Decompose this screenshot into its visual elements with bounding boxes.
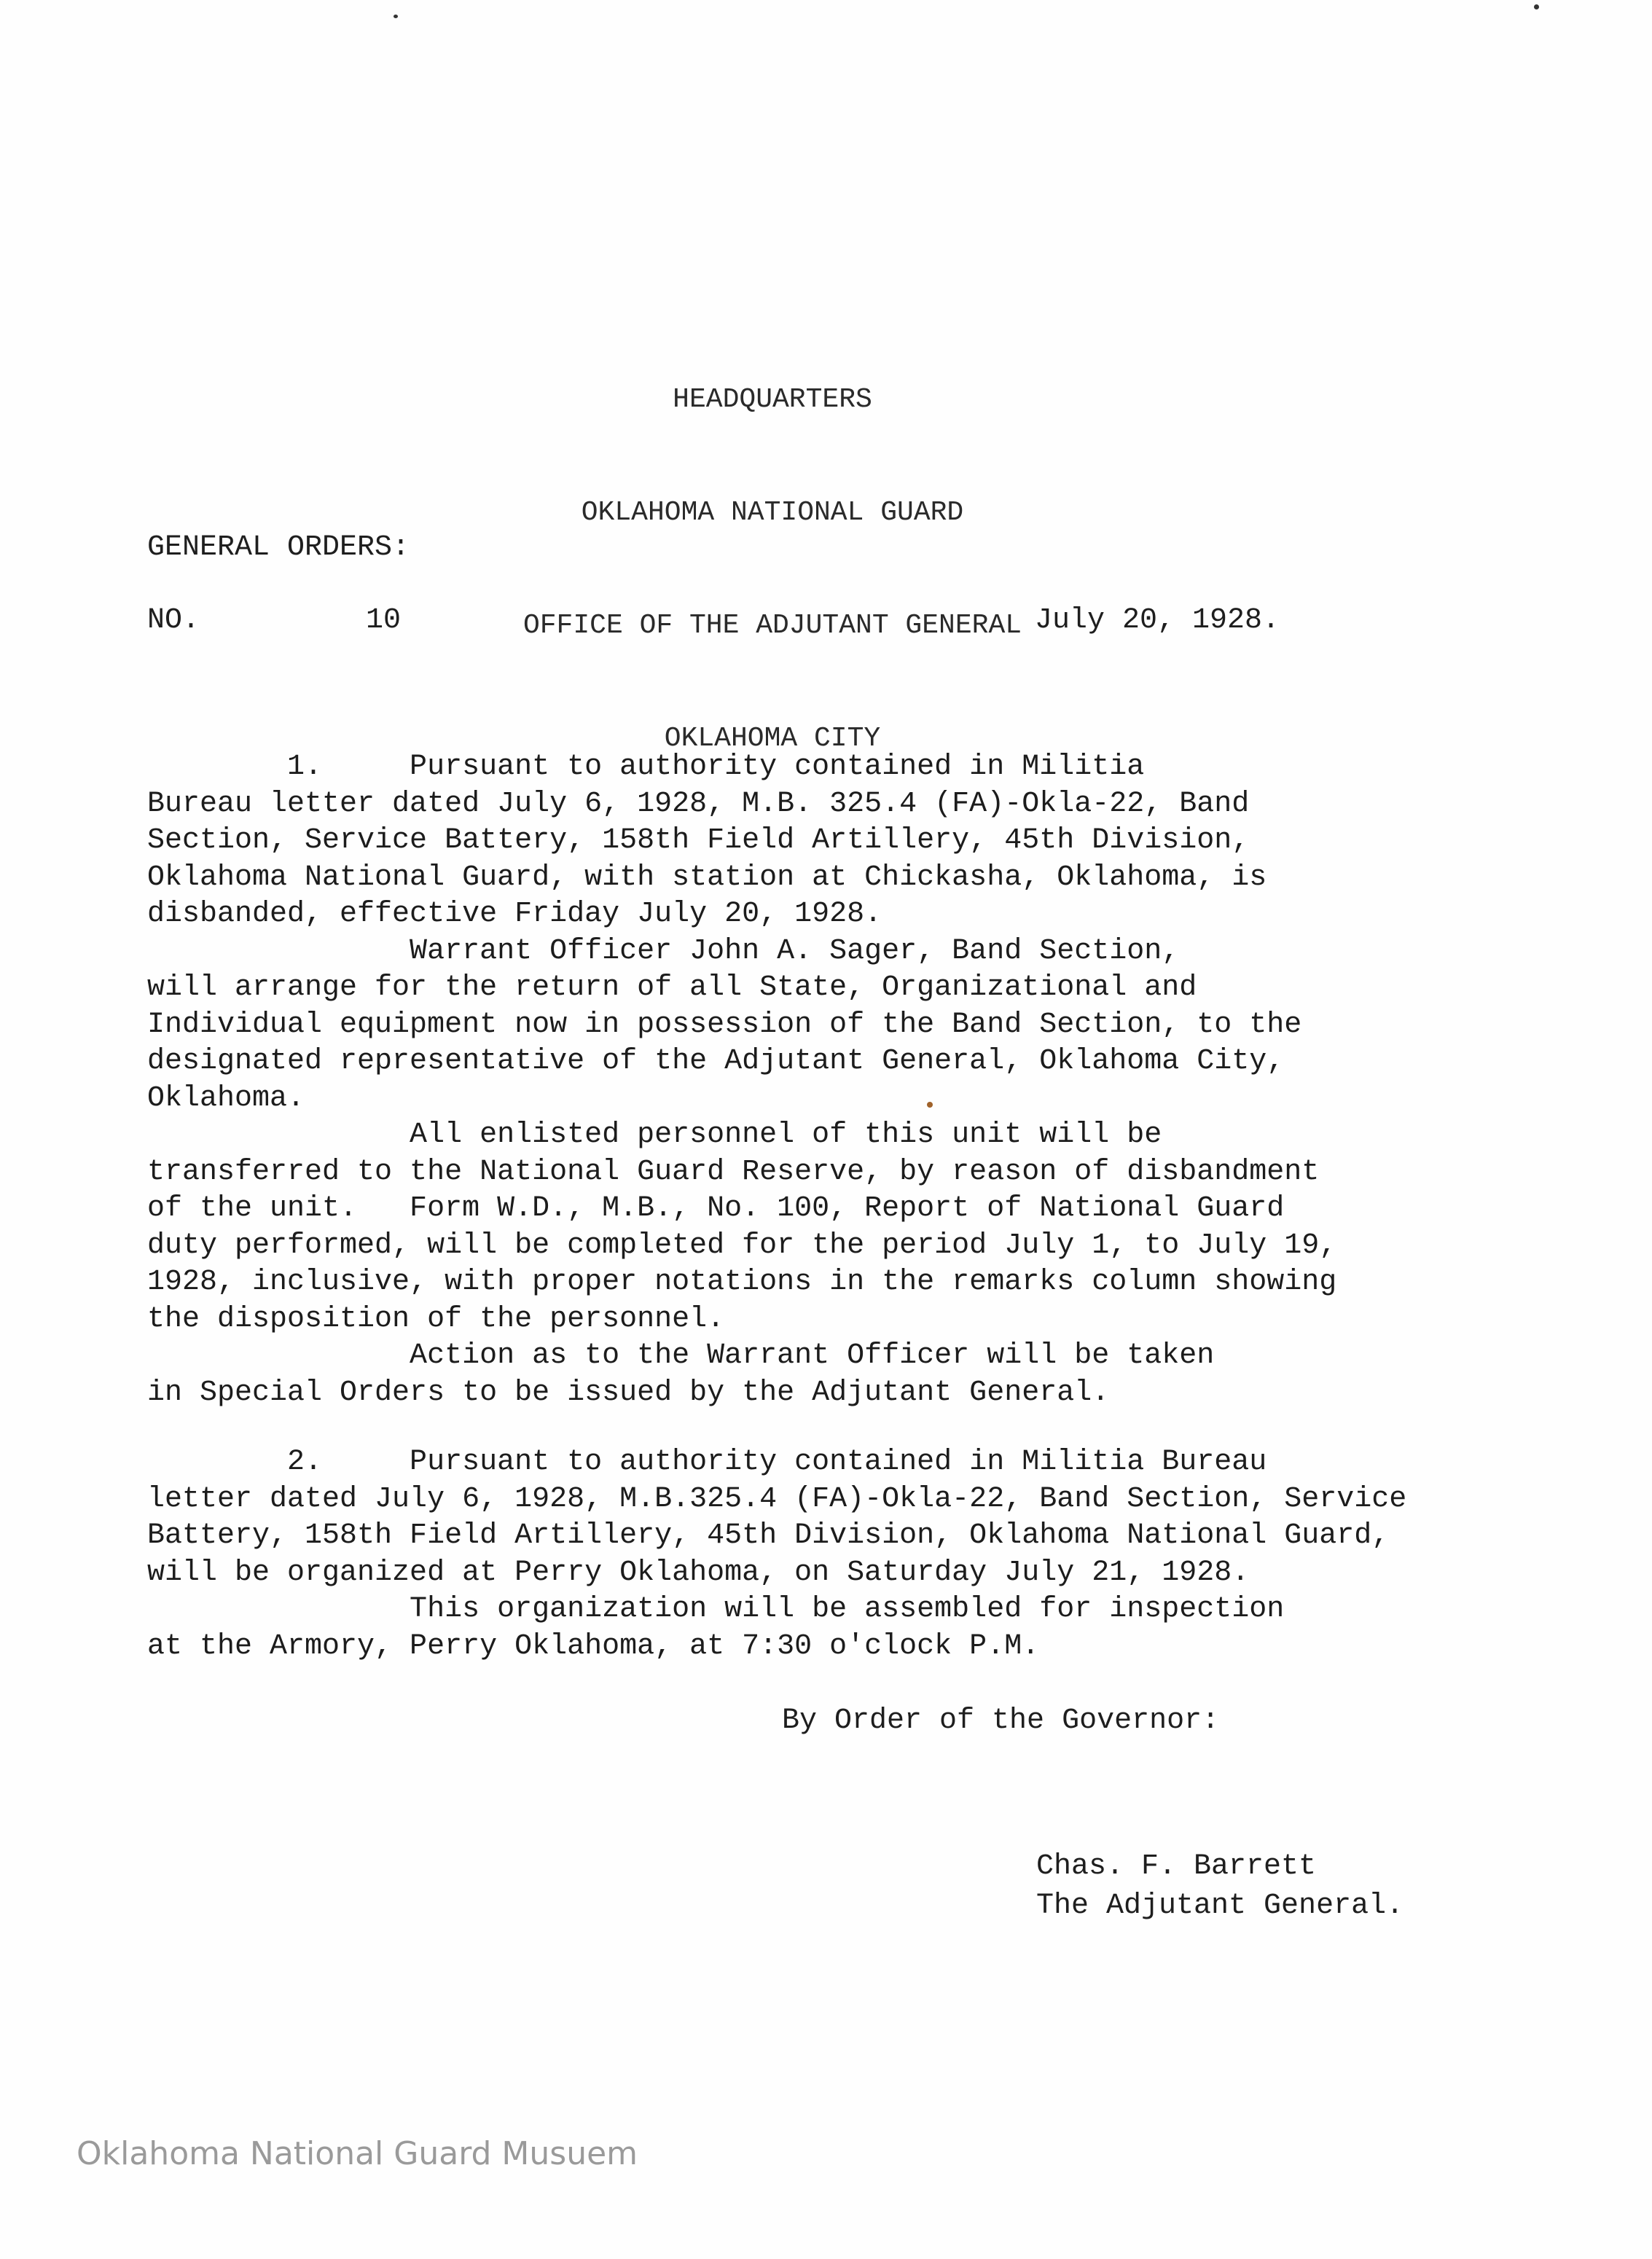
paragraph-line: disbanded, effective Friday July 20, 1928.: [147, 898, 882, 931]
letterhead-line-2: OKLAHOMA NATIONAL GUARD: [581, 497, 964, 528]
paragraph-line: will arrange for the return of all State, Organizational and: [147, 971, 1197, 1004]
paragraph-line: will be organized at Perry Oklahoma, on Saturday July 21, 1928.: [147, 1556, 1250, 1589]
letterhead-line-1: HEADQUARTERS: [673, 384, 872, 415]
paragraph-line: 1928, inclusive, with proper notations in the remarks column showing: [147, 1266, 1337, 1299]
paragraph-line: designated representative of the Adjutant General, Oklahoma City,: [147, 1045, 1285, 1078]
museum-watermark: Oklahoma National Guard Musuem: [77, 2135, 638, 2172]
number-value: 10: [366, 604, 402, 637]
paragraph-line: Battery, 158th Field Artillery, 45th Division, Oklahoma National Guard,: [147, 1519, 1390, 1552]
number-label: NO.: [147, 604, 200, 637]
signature-title: The Adjutant General.: [1036, 1890, 1404, 1922]
scan-speck: [394, 15, 398, 18]
paragraph-1: [147, 749, 1459, 1412]
paragraph-line: 1. Pursuant to authority contained in Militia: [147, 751, 1145, 783]
signature-name: Chas. F. Barrett: [1036, 1850, 1317, 1883]
paragraph-line: This organization will be assembled for inspection: [147, 1593, 1285, 1626]
paragraph-line: in Special Orders to be issued by the Adjutant General.: [147, 1376, 1110, 1409]
paragraph-line: the disposition of the personnel.: [147, 1302, 725, 1336]
paragraph-line: duty performed, will be completed for the period July 1, to July 19,: [147, 1229, 1337, 1262]
closing-line: By Order of the Governor:: [782, 1704, 1220, 1737]
paragraph-line: of the unit. Form W.D., M.B., No. 100, Report of National Guard: [147, 1192, 1285, 1225]
paragraph-line: transferred to the National Guard Reserve, by reason of disbandment: [147, 1155, 1320, 1189]
paragraph-line: Action as to the Warrant Officer will be taken: [147, 1339, 1215, 1372]
paragraph-line: at the Armory, Perry Oklahoma, at 7:30 o'clock P.M.: [147, 1629, 1040, 1663]
paragraph-line: Warrant Officer John A. Sager, Band Section,: [147, 934, 1180, 968]
paragraph-line: All enlisted personnel of this unit will be: [147, 1119, 1162, 1151]
order-date: July 20, 1928.: [1035, 604, 1280, 637]
paragraph-line: Bureau letter dated July 6, 1928, M.B. 325.4 (FA)-Okla-22, Band: [147, 787, 1250, 821]
paragraph-line: Oklahoma National Guard, with station at Chickasha, Oklahoma, is: [147, 861, 1267, 894]
paragraph-line: Oklahoma.: [147, 1081, 305, 1115]
paragraph-line: 2. Pursuant to authority contained in Militia Bureau: [147, 1446, 1267, 1479]
letterhead-line-3: OFFICE OF THE ADJUTANT GENERAL: [522, 610, 1022, 641]
paragraph-2: [147, 1444, 1459, 1665]
scan-speck: [927, 1102, 933, 1108]
paragraph-line: Section, Service Battery, 158th Field Artillery, 45th Division,: [147, 824, 1250, 857]
paragraph-line: letter dated July 6, 1928, M.B.325.4 (FA)-Okla-22, Band Section, Service: [147, 1482, 1407, 1516]
orders-label: GENERAL ORDERS:: [147, 531, 410, 564]
scan-speck: [1534, 4, 1539, 9]
paragraph-line: Individual equipment now in possession of the Band Section, to the: [147, 1008, 1302, 1041]
letterhead-line-4: OKLAHOMA CITY: [664, 723, 881, 754]
